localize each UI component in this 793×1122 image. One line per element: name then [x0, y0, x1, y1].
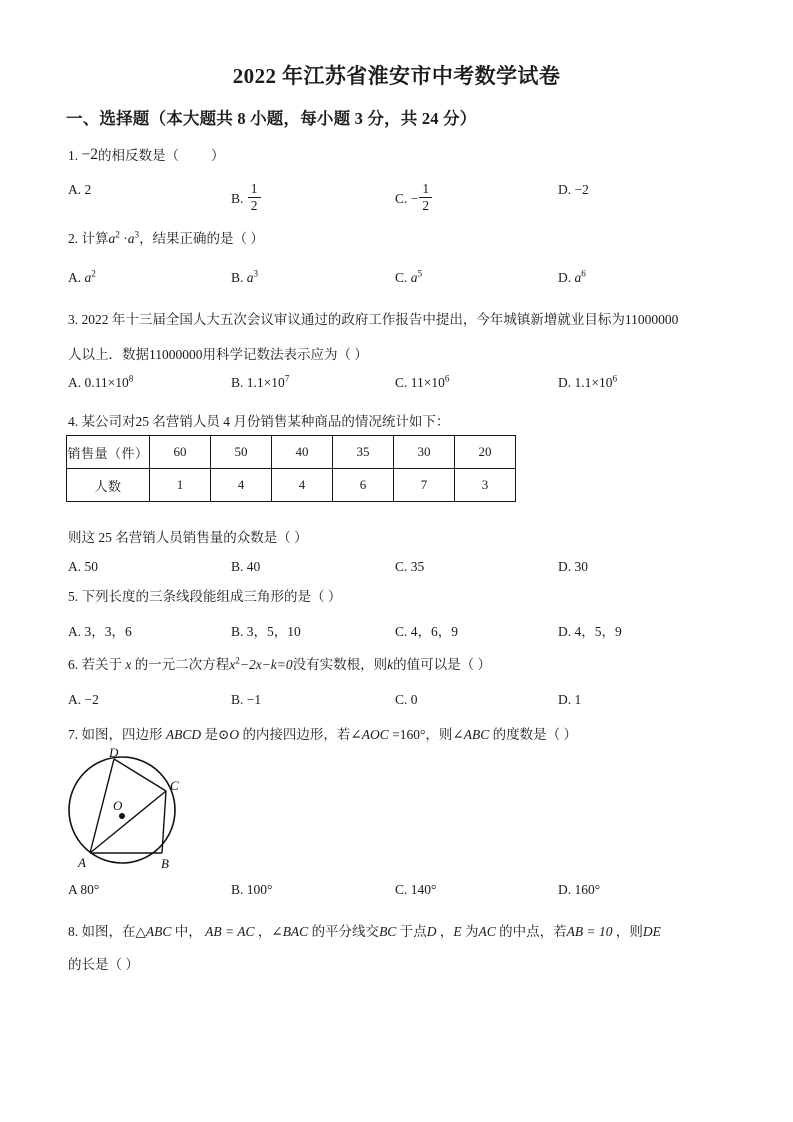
cell-sales-3: 35: [333, 436, 394, 469]
cell-sales-0: 60: [150, 436, 211, 469]
question-4-options: [68, 559, 740, 589]
question-8-then: ，则: [615, 924, 643, 939]
question-7-lead: 7. 如图，四边形: [68, 727, 163, 742]
minus-sign: −: [410, 191, 419, 207]
fraction-neg-one-half: $\frac{1}{2}$: [419, 182, 432, 213]
row-header-sales: 销售量（件）: [67, 436, 150, 469]
question-8-zhong: 中，: [174, 924, 202, 939]
question-8-midpoint: 的中点，若: [499, 924, 567, 939]
option-2-a-base: a: [84, 270, 92, 285]
question-6-stem: [68, 655, 740, 675]
option-3-c[interactable]: [395, 375, 449, 391]
option-3-b[interactable]: [231, 375, 289, 391]
question-5-line1: 5. 下列长度的三条线段能组成三角形的是（ ）: [68, 589, 342, 604]
option-2-d[interactable]: [558, 270, 586, 286]
option-1-d[interactable]: [558, 182, 589, 198]
question-8-lead: 8. 如图，在△: [68, 924, 146, 939]
option-2-c-label: C.: [395, 270, 408, 285]
label-a: A: [78, 855, 86, 870]
question-2-tail: ，结果正确的是（ ）: [139, 231, 264, 246]
cell-count-2: 4: [272, 469, 333, 502]
question-8-bc: BC: [379, 924, 397, 939]
option-3-b-label: B.: [231, 375, 244, 390]
segment-a-d: [90, 759, 114, 853]
option-4-b[interactable]: B. 40: [231, 559, 261, 574]
table-row-sales: [67, 436, 516, 469]
question-4-line1: 4. 某公司对25 名营销人员 4 月份销售某种商品的情况统计如下：: [68, 414, 450, 429]
question-3-line2: 人以上．数据11000000用科学记数法表示应为（ ）: [68, 347, 368, 362]
question-8-wei: 为: [464, 924, 479, 939]
question-8-comma1: ，: [439, 924, 454, 939]
option-3-d-exp: 6: [612, 373, 618, 384]
question-1-text: 的相反数是（: [98, 148, 179, 163]
question-4-line2: 则这 25 名营销人员销售量的众数是（ ）: [68, 530, 308, 545]
question-8-angle-bac: BAC: [282, 924, 309, 939]
question-8-de: DE: [642, 924, 661, 939]
question-8-bisector: 的平分线交: [311, 924, 380, 939]
question-6-eq-base: x: [229, 657, 236, 672]
question-8-point-d: D: [426, 924, 437, 939]
question-6-options: [68, 692, 740, 722]
table-row-counts: [67, 469, 516, 502]
cell-sales-4: 30: [394, 436, 455, 469]
segment-d-c: [114, 759, 166, 791]
question-2-var-a2: a: [127, 231, 135, 246]
option-5-c[interactable]: C. 4，6，9: [395, 624, 459, 639]
question-7-center-o: O: [229, 727, 240, 742]
option-3-a[interactable]: [68, 375, 133, 391]
segment-a-c-through-o: [90, 791, 166, 853]
option-1-b[interactable]: [231, 182, 262, 213]
option-3-d-mantissa: 1.1×10: [574, 375, 613, 390]
question-2-stem: [68, 229, 740, 249]
option-3-b-exp: 7: [284, 373, 290, 384]
option-2-a-label: A.: [68, 270, 82, 285]
option-7-b[interactable]: B. 100°: [231, 882, 273, 897]
option-1-b-label: B.: [231, 191, 244, 207]
question-8-ac: AC: [478, 924, 496, 939]
question-3-line1: 3. 2022 年十三届全国人大五次会议审议通过的政府工作报告中提出，今年城镇新增就业目标为11000000: [68, 312, 679, 327]
question-2-var-a1: a: [108, 231, 116, 246]
cell-sales-2: 40: [272, 436, 333, 469]
question-6-eq-exp: 2: [235, 655, 240, 666]
label-o: O: [113, 798, 123, 813]
option-6-a[interactable]: A. −2: [68, 692, 99, 707]
page-title: 2022 年江苏省淮安市中考数学试卷: [232, 64, 561, 88]
option-3-a-label: A.: [68, 375, 82, 390]
question-4-stem-line2: [68, 528, 740, 548]
option-2-d-base: a: [574, 270, 582, 285]
question-8-line2: 的长是（ ）: [68, 957, 139, 972]
question-1-paren-close: ）: [211, 148, 225, 163]
question-6-tail-end: 的值可以是（ ）: [393, 657, 492, 672]
cell-sales-1: 50: [211, 436, 272, 469]
question-7-stem: [68, 725, 740, 745]
option-6-b[interactable]: B. −1: [231, 692, 262, 707]
question-8-at-point: 于点: [399, 924, 427, 939]
question-6-var-k: k: [387, 657, 394, 672]
option-3-c-mantissa: 11×10: [410, 375, 445, 390]
question-1-number: 1.: [68, 148, 79, 163]
cell-count-0: 1: [150, 469, 211, 502]
option-2-d-label: D.: [558, 270, 572, 285]
option-6-c[interactable]: C. 0: [395, 692, 418, 707]
question-5-stem: [68, 587, 740, 607]
option-4-d[interactable]: D. 30: [558, 559, 588, 574]
row-header-count: 人数: [67, 469, 150, 502]
option-2-c[interactable]: [395, 270, 422, 286]
cell-count-1: 4: [211, 469, 272, 502]
option-3-c-label: C.: [395, 375, 408, 390]
label-b: B: [161, 856, 169, 871]
option-2-a-exp: 2: [91, 268, 96, 279]
option-4-c[interactable]: C. 35: [395, 559, 425, 574]
option-4-a[interactable]: A. 50: [68, 559, 98, 574]
question-5-options: [68, 620, 740, 650]
question-1-stem: [68, 143, 740, 166]
option-7-d[interactable]: D. 160°: [558, 882, 601, 897]
segment-b-c: [162, 791, 166, 853]
label-d: D: [109, 748, 119, 760]
question-8-ab-eq-ac: AB = AC: [205, 924, 255, 939]
option-3-d-label: D.: [558, 375, 572, 390]
option-5-b[interactable]: B. 3，5，10: [231, 624, 301, 639]
option-7-c[interactable]: C. 140°: [395, 882, 437, 897]
cell-count-4: 7: [394, 469, 455, 502]
option-1-d-value: −2: [574, 182, 589, 197]
option-2-c-exp: 5: [417, 268, 423, 279]
question-2-lead: 2. 计算: [68, 231, 109, 246]
option-3-b-mantissa: 1.1×10: [246, 375, 285, 390]
question-8-ab-10: AB = 10: [566, 924, 613, 939]
section-heading: 一、选择题（本大题共 8 小题，每小题 3 分，共 24 分）: [66, 109, 477, 128]
question-7-mid: 的内接四边形，若∠: [242, 727, 362, 742]
question-8-triangle-abc: ABC: [145, 924, 172, 939]
question-7-figure: [62, 748, 212, 880]
option-1-d-label: D.: [558, 182, 572, 197]
option-1-c-label: C.: [395, 191, 408, 207]
option-7-a[interactable]: A 80°: [68, 882, 100, 897]
question-7-tail: 的度数是（ ）: [492, 727, 577, 742]
question-4-stem: [68, 412, 740, 432]
option-3-d[interactable]: [558, 375, 617, 391]
question-7-value: =160°，则∠: [392, 727, 464, 742]
option-1-a[interactable]: [68, 182, 91, 198]
question-6-tail: 没有实数根，则: [292, 657, 388, 672]
cell-sales-5: 20: [455, 436, 516, 469]
question-3-options: [68, 375, 740, 405]
option-2-c-base: a: [410, 270, 418, 285]
question-1-expression: −2: [81, 146, 98, 163]
option-2-b-exp: 3: [253, 268, 259, 279]
question-8-angle-sym: ，∠: [257, 924, 283, 939]
option-1-c[interactable]: [395, 182, 433, 213]
option-3-a-mantissa: 0.11×10: [84, 375, 129, 390]
label-c: C: [170, 778, 179, 793]
option-1-a-label: A. 2: [68, 182, 92, 197]
option-6-d[interactable]: D. 1: [558, 692, 582, 707]
question-1-options: [68, 182, 740, 212]
question-7-angle-abc: ABC: [463, 727, 490, 742]
question-6-mid: 的一元二次方程: [134, 657, 230, 672]
cell-count-5: 3: [455, 469, 516, 502]
question-7-angle-aoc: AOC: [361, 727, 389, 742]
center-point-marker: [119, 813, 125, 819]
option-5-a[interactable]: A. 3，3，6: [68, 624, 132, 639]
question-6-var-x: x: [125, 657, 132, 672]
option-2-b-label: B.: [231, 270, 244, 285]
question-7-options: [68, 882, 740, 912]
question-2-exp1: 2: [115, 229, 120, 240]
question-6-lead: 6. 若关于: [68, 657, 122, 672]
question-2-options: [68, 270, 740, 300]
fraction-one-half: $\frac{1}{2}$: [248, 182, 261, 213]
option-2-b-base: a: [246, 270, 254, 285]
question-3-stem-line2: [68, 345, 740, 365]
option-3-a-exp: 8: [128, 373, 134, 384]
sales-statistics-table: [66, 435, 516, 502]
question-8-stem-line2: [68, 955, 740, 975]
question-2-exp2: 3: [134, 229, 140, 240]
option-2-b[interactable]: [231, 270, 258, 286]
question-8-point-e: E: [453, 924, 462, 939]
question-7-quad-abcd: ABCD: [165, 727, 202, 742]
multiplication-dot: ·: [123, 231, 128, 246]
cell-count-3: 6: [333, 469, 394, 502]
option-5-d[interactable]: D. 4，5，9: [558, 624, 622, 639]
question-6-eq-rest: −2x−k=0: [239, 657, 293, 672]
question-3-stem-line1: [68, 310, 740, 330]
option-2-d-exp: 6: [581, 268, 586, 279]
question-7-circle-sym: 是⊙: [204, 727, 230, 742]
option-2-a[interactable]: [68, 270, 96, 286]
option-3-c-exp: 6: [444, 373, 450, 384]
question-8-stem-line1: [68, 922, 740, 942]
